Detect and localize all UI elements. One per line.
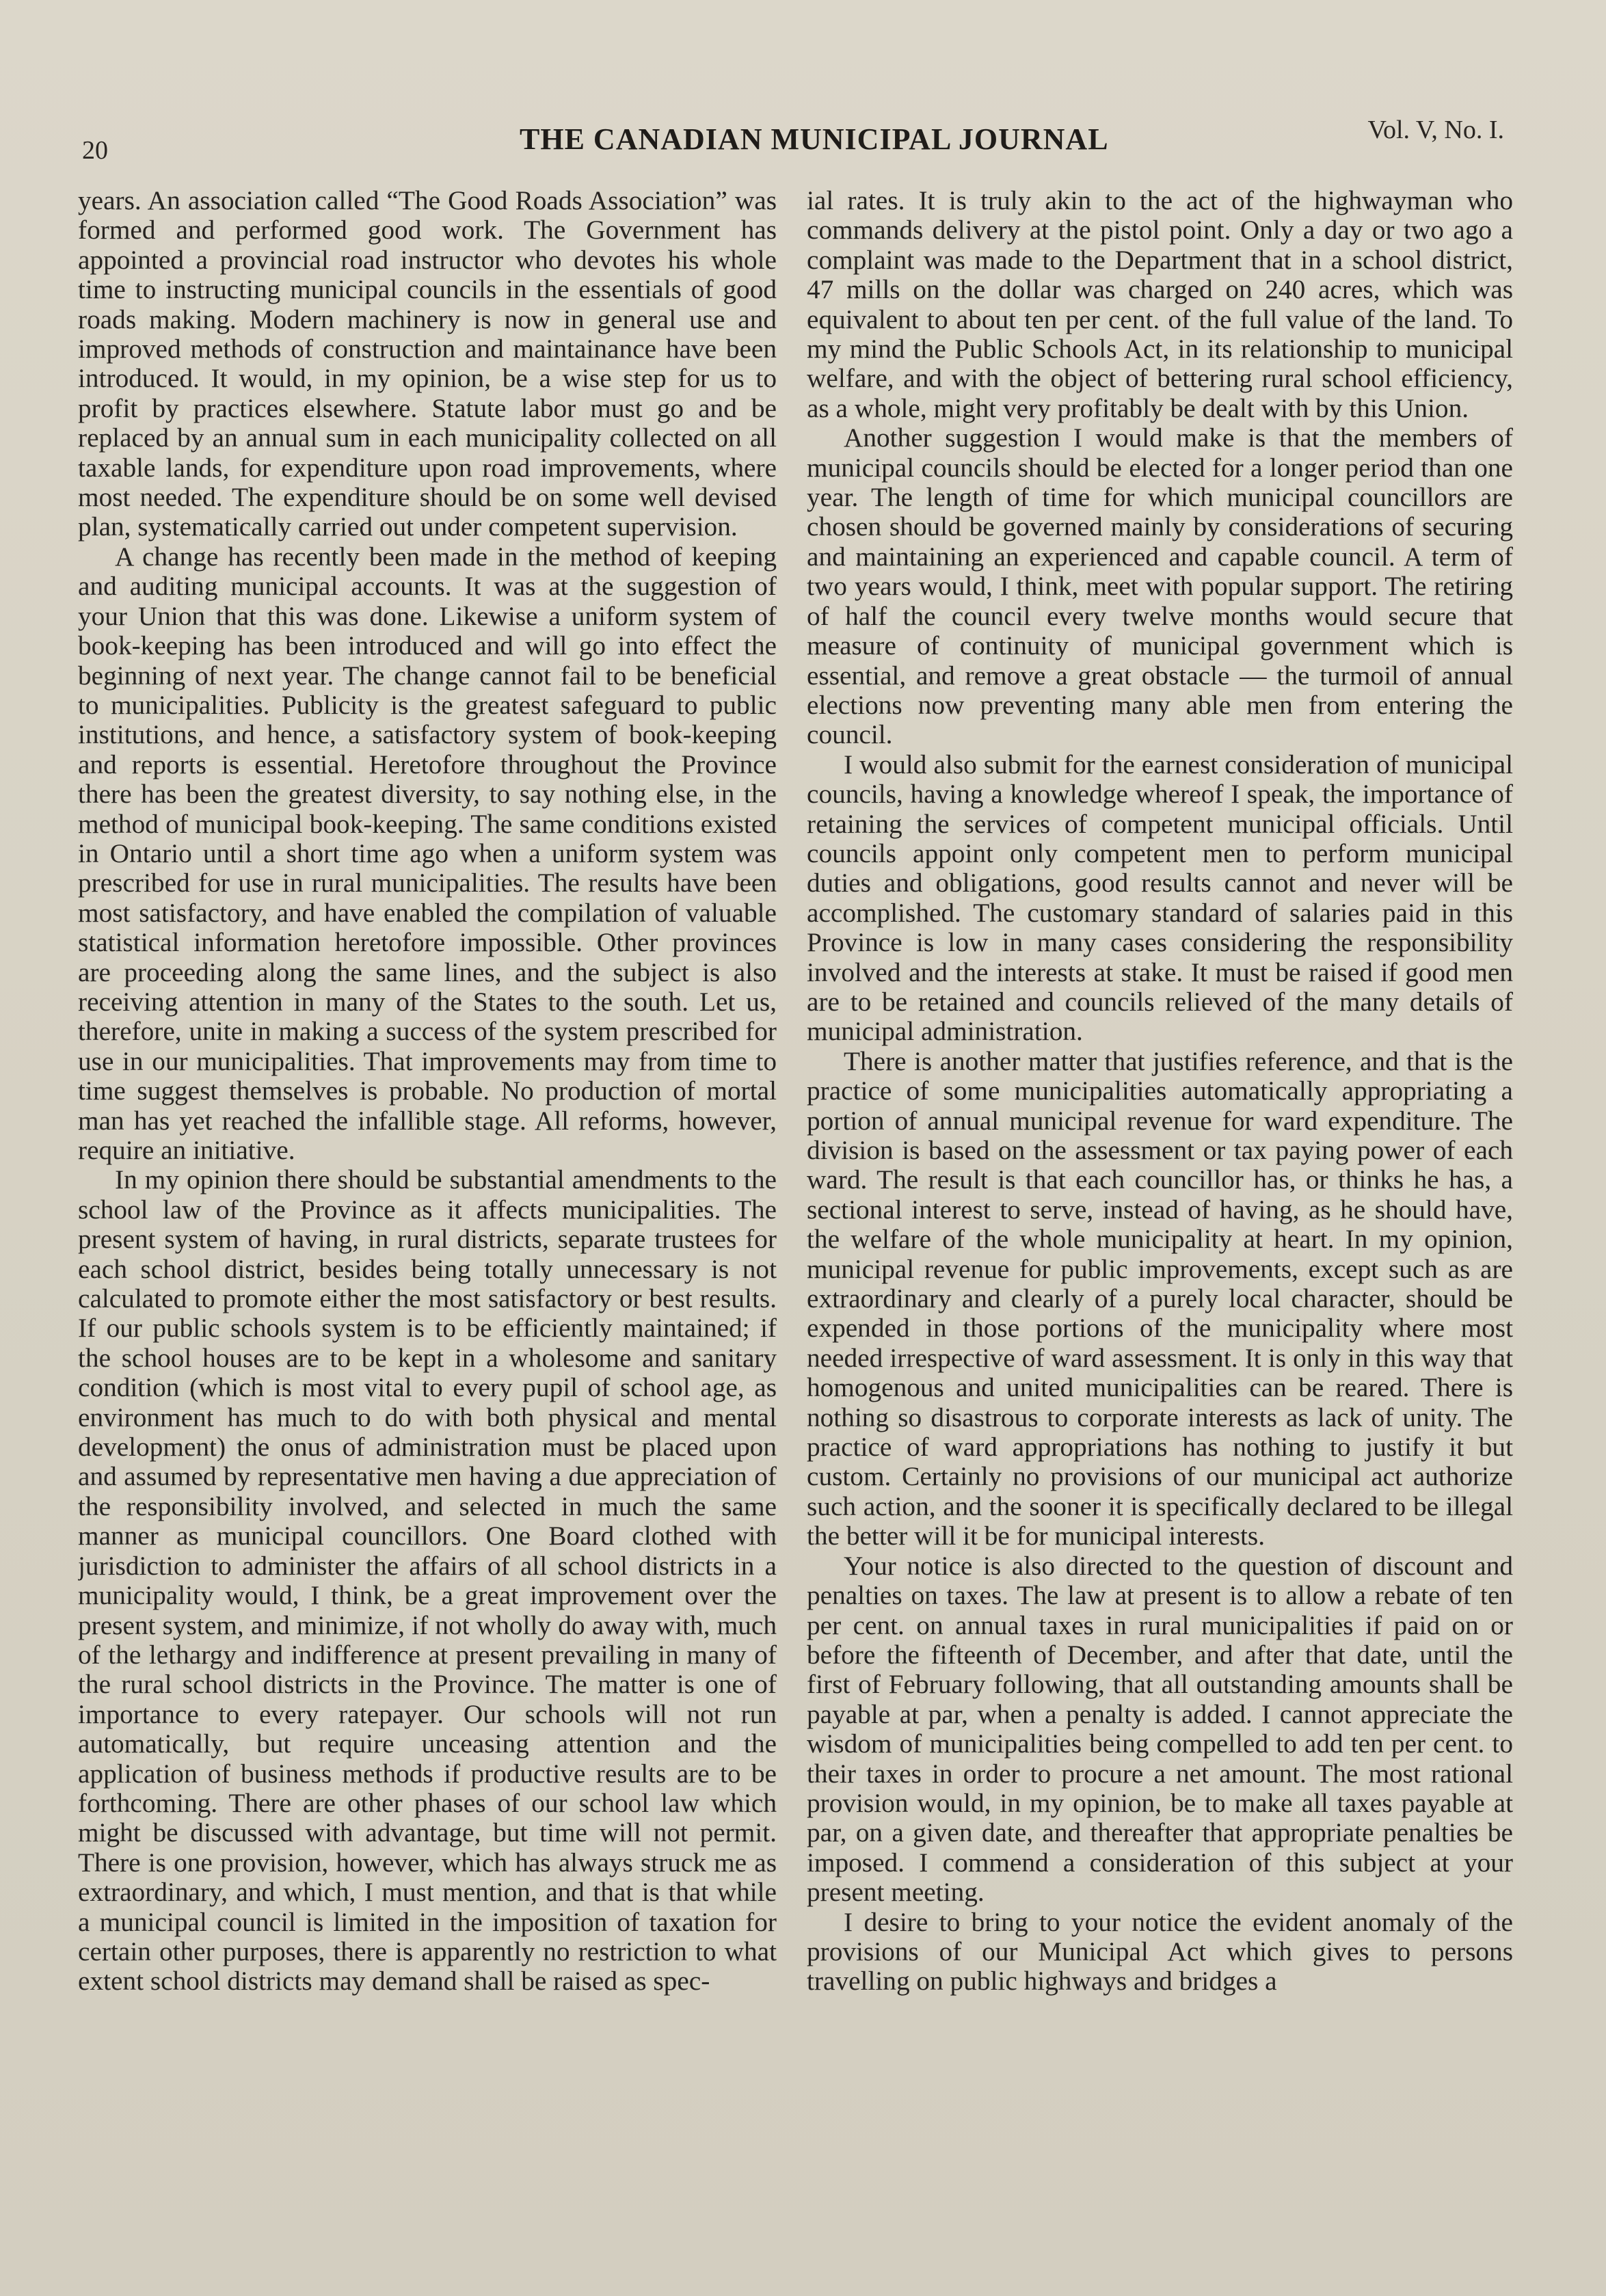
paragraph-tax-discount: Your notice is also directed to the question of discount and penalties on taxes. The law at present is to allow a rebate of ten per cent. on annual taxes in rural municipalities if paid on or before the fifteenth of December, and after that date, until the first of February following, that all outstanding amounts shall be payable at par, when a penalty is added. I cannot appreciate the wisdom of municipalities being compelled to add ten per cent. to their taxes in order to procure a net amount. The most rational provision would, in my opinion, be to make all taxes payable at par, on a given date, and thereafter that appropriate penalties be imposed. I commend a consideration of this subject at your present meeting. [807,1550,1513,1908]
paragraph-school-law: In my opinion there should be substantial amendments to the school law of the Province as it affects municipalities. The present system of having, in rural districts, separate trustees for each school district, besides being totally unnecessary is not calculated to promote either the most satisfactory or best results. If our public schools system is to be efficiently maintained; if the school houses are to be kept in a wholesome and sanitary condition (which is most vital to every pupil of school age, as environment has much to do with both physical and mental development) the onus of administration must be placed upon and assumed by representative men having a due appreciation of the responsibility involved, and selected in much the same manner as municipal councillors. One Board clothed with jurisdiction to administer the affairs of all school districts in a municipality would, I think, be a great improvement over the present system, and minimize, if not wholly do away with, much of the lethargy and indifference at present prevailing in many of the rural school districts in the Province. The matter is one of importance to every ratepayer. Our schools will not run automatically, but require unceasing attention and the application of business methods if productive results are to be forthcoming. There are other phases of our school law which might be discussed with advantage, but time will not permit. There is one provision, however, which has always struck me as extraordinary, and which, I must mention, and that is that while a municipal council is limited in the imposition of taxation for certain other purposes, there is apparently no restriction to what extent school districts may demand shall be raised as spec- [78,1164,777,1997]
journal-title: THE CANADIAN MUNICIPAL JOURNAL [520,122,1109,156]
paragraph-special-rates: ial rates. It is truly akin to the act of the highwayman who commands delivery at the pistol point. Only a day or two ago a complaint was made to the Department that in a school district, 47 mills on the dollar was charged on 240 acres, which was equivalent to about ten per cent. of the full value of the land. To my mind the Public Schools Act, in its relationship to municipal welfare, and with the object of bettering rural school efficiency, as a whole, might very profitably be dealt with by this Union. [807,186,1513,423]
paragraph-good-roads: years. An association called “The Good Roads Association” was formed and performed good work. The Government has appointed a provincial road instructor who devotes his whole time to instructing municipal councils in the essentials of good roads making. Modern machinery is now in general use and improved methods of construction and maintainance have been introduced. It would, in my opinion, be a wise step for us to profit by practices elsewhere. Statute labor must go and be replaced by an annual sum in each municipality collected on all taxable lands, for expenditure upon road improvements, where most needed. The expenditure should be on some well devised plan, systematically carried out under competent supervision. [78,186,777,542]
page-number: 20 [82,136,108,165]
paragraph-highways-anomaly: I desire to bring to your notice the evident anomaly of the provisions of our Municipal Act which gives to persons travelling on public highways and bridges a [807,1906,1513,1997]
right-column [807,186,1513,2278]
paragraph-book-keeping: A change has recently been made in the method of keeping and auditing municipal accounts. It was at the suggestion of your Union that this was done. Likewise a uniform system of book-keeping has been introduced and will go into effect the beginning of next year. The change cannot fail to be beneficial to municipalities. Publicity is the greatest safeguard to public institutions, and hence, a satisfactory system of book-keeping and reports is essential. Heretofore throughout the Province there has been the greatest diversity, to say nothing else, in the method of municipal book-keeping. The same conditions existed in Ontario until a short time ago when a uniform system was prescribed for use in rural municipalities. The results have been most satisfactory, and have enabled the compilation of valuable statistical information heretofore impossible. Other provinces are proceeding along the same lines, and the subject is also receiving attention in many of the States to the south. Let us, therefore, unite in making a success of the system prescribed for use in our municipalities. That improvements may from time to time suggest themselves is probable. No production of mortal man has yet reached the infallible stage. All reforms, however, require an initiative. [78,541,777,1165]
paragraph-council-terms: Another suggestion I would make is that the members of municipal councils should be elected for a longer period than one year. The length of time for which municipal councillors are chosen should be governed mainly by considerations of securing and maintaining an experienced and capable council. A term of two years would, I think, meet with popular support. The retiring of half the council every twelve months would secure that measure of continuity of municipal government which is essential, and remove a great obstacle — the turmoil of annual elections now preventing many able men from entering the council. [807,423,1513,750]
paragraph-municipal-officials: I would also submit for the earnest consideration of municipal councils, having a knowledge whereof I speak, the importance of retaining the services of competent municipal officials. Until councils appoint only competent men to perform municipal duties and obligations, good results cannot and never will be accomplished. The customary standard of salaries paid in this Province is low in many cases considering the responsibility involved and the interests at stake. It must be raised if good men are to be retained and councils relieved of the many details of municipal administration. [807,749,1513,1047]
paragraph-ward-expenditure: There is another matter that justifies reference, and that is the practice of some municipalities automatically appropriating a portion of annual municipal revenue for ward expenditure. The division is based on the assessment or tax paying power of each ward. The result is that each councillor has, or thinks he has, a sectional interest to serve, instead of having, as he should have, the welfare of the whole municipality at heart. In my opinion, municipal revenue for public improvements, except such as are extraordinary and clearly of a purely local character, should be expended in those portions of the municipality where most needed irrespective of ward assessment. It is only in this way that homogenous and united municipalities can be reared. There is nothing so disastrous to corporate interests as lack of unity. The practice of ward appropriations has nothing to justify it but custom. Certainly no provisions of our municipal act authorize such action, and the sooner it is specifically declared to be illegal the better will it be for municipal interests. [807,1045,1513,1551]
page-header [75,115,1518,163]
left-column [78,186,777,2278]
volume-number: Vol. V, No. I. [1367,116,1504,144]
